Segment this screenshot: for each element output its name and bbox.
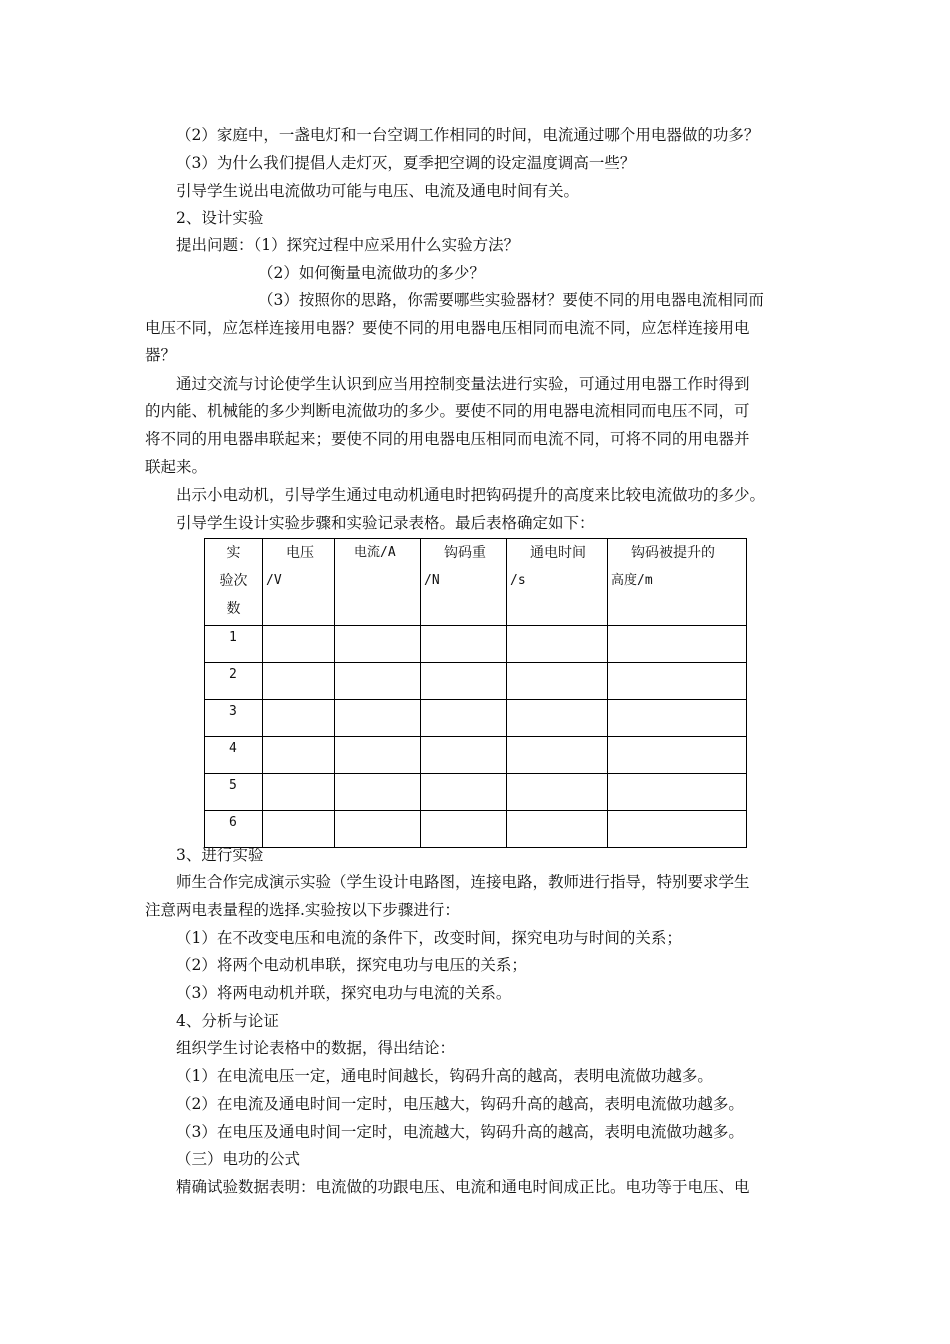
table-cell bbox=[263, 663, 335, 700]
table-cell bbox=[421, 663, 507, 700]
paragraph-line: 电压不同，应怎样连接用电器？要使不同的用电器电压相同而电流不同，应怎样连接用电 bbox=[145, 319, 750, 337]
paragraph-line: 联起来。 bbox=[145, 458, 208, 476]
paragraph-line: 注意两电表量程的选择.实验按以下步骤进行： bbox=[145, 901, 460, 919]
header-time: 通电时间 /s bbox=[507, 539, 608, 626]
paragraph-line: 出示小电动机，引导学生通过电动机通电时把钩码提升的高度来比较电流做功的多少。 bbox=[176, 486, 766, 504]
table-cell bbox=[421, 737, 507, 774]
conclusion-line: （2）在电流及通电时间一定时，电压越大，钩码升高的越高，表明电流做功越多。 bbox=[176, 1095, 744, 1113]
paragraph-line: 通过交流与讨论使学生认识到应当用控制变量法进行实验，可通过用电器工作时得到 bbox=[176, 375, 750, 393]
trial-number-cell: 5 bbox=[205, 774, 263, 811]
table-cell bbox=[507, 626, 608, 663]
trial-number-cell: 1 bbox=[205, 626, 263, 663]
header-height: 钩码被提升的 高度/m bbox=[608, 539, 747, 626]
step-line: （1）在不改变电压和电流的条件下，改变时间，探究电功与时间的关系； bbox=[176, 929, 682, 947]
table-cell bbox=[608, 774, 747, 811]
table-cell bbox=[421, 774, 507, 811]
section-heading: 2、设计实验 bbox=[176, 209, 264, 227]
table-cell bbox=[335, 700, 421, 737]
table-cell bbox=[608, 700, 747, 737]
paragraph-line: （3）按照你的思路，你需要哪些实验器材？要使不同的用电器电流相同而 bbox=[258, 291, 764, 309]
section-heading: 3、进行实验 bbox=[176, 846, 264, 864]
table-cell bbox=[263, 700, 335, 737]
table-cell bbox=[335, 663, 421, 700]
table-header-row bbox=[205, 539, 747, 626]
table-row bbox=[205, 737, 747, 774]
conclusion-line: （1）在电流电压一定，通电时间越长，钩码升高的越高，表明电流做功越多。 bbox=[176, 1067, 713, 1085]
step-line: （3）将两电动机并联，探究电功与电流的关系。 bbox=[176, 984, 512, 1002]
paragraph-line: 组织学生讨论表格中的数据，得出结论： bbox=[176, 1039, 456, 1057]
header-weight: 钩码重 /N bbox=[421, 539, 507, 626]
table-cell bbox=[507, 737, 608, 774]
table-cell bbox=[507, 700, 608, 737]
table-row bbox=[205, 811, 747, 848]
table-cell bbox=[335, 737, 421, 774]
table-cell bbox=[335, 774, 421, 811]
section-heading: （三）电功的公式 bbox=[176, 1150, 301, 1168]
table-cell bbox=[335, 811, 421, 848]
header-trial-count: 实 验次 数 bbox=[205, 539, 263, 626]
table-cell bbox=[421, 626, 507, 663]
table-cell bbox=[608, 737, 747, 774]
table-row bbox=[205, 700, 747, 737]
table-cell bbox=[507, 811, 608, 848]
paragraph-line: 精确试验数据表明：电流做的功跟电压、电流和通电时间成正比。电功等于电压、电 bbox=[176, 1178, 750, 1196]
paragraph-line: 提出问题：（1）探究过程中应采用什么实验方法？ bbox=[176, 236, 520, 254]
table-cell bbox=[608, 811, 747, 848]
trial-number-cell: 3 bbox=[205, 700, 263, 737]
header-current: 电流/A bbox=[335, 539, 421, 626]
paragraph-line: 的内能、机械能的多少判断电流做功的多少。要使不同的用电器电流相同而电压不同，可 bbox=[145, 402, 750, 420]
paragraph-line: 师生合作完成演示实验（学生设计电路图，连接电路，教师进行指导，特别要求学生 bbox=[176, 873, 750, 891]
section-heading: 4、分析与论证 bbox=[176, 1012, 279, 1030]
trial-number-cell: 4 bbox=[205, 737, 263, 774]
table-row bbox=[205, 774, 747, 811]
table-cell bbox=[263, 737, 335, 774]
experiment-record-table bbox=[204, 538, 747, 848]
table-cell bbox=[263, 774, 335, 811]
table-cell bbox=[608, 663, 747, 700]
question-2-line: （2）家庭中，一盏电灯和一台空调工作相同的时间，电流通过哪个用电器做的功多？ bbox=[176, 126, 760, 144]
trial-number-cell: 2 bbox=[205, 663, 263, 700]
table-row bbox=[205, 663, 747, 700]
paragraph-line: 器？ bbox=[145, 346, 177, 364]
trial-number-cell: 6 bbox=[205, 811, 263, 848]
table-row bbox=[205, 626, 747, 663]
table-cell bbox=[507, 774, 608, 811]
table-cell bbox=[421, 700, 507, 737]
question-3-line: （3）为什么我们提倡人走灯灭，夏季把空调的设定温度调高一些？ bbox=[176, 154, 636, 172]
table-cell bbox=[263, 811, 335, 848]
paragraph-line: 将不同的用电器串联起来；要使不同的用电器电压相同而电流不同，可将不同的用电器并 bbox=[145, 430, 750, 448]
paragraph-line: 引导学生说出电流做功可能与电压、电流及通电时间有关。 bbox=[176, 182, 580, 200]
conclusion-line: （3）在电压及通电时间一定时，电流越大，钩码升高的越高，表明电流做功越多。 bbox=[176, 1123, 744, 1141]
table-cell bbox=[507, 663, 608, 700]
table-cell bbox=[335, 626, 421, 663]
table-cell bbox=[608, 626, 747, 663]
paragraph-line: （2）如何衡量电流做功的多少？ bbox=[258, 264, 485, 282]
paragraph-line: 引导学生设计实验步骤和实验记录表格。最后表格确定如下： bbox=[176, 514, 595, 532]
table-cell bbox=[263, 626, 335, 663]
step-line: （2）将两个电动机串联，探究电功与电压的关系； bbox=[176, 956, 527, 974]
header-voltage: 电压 /V bbox=[263, 539, 335, 626]
table-cell bbox=[421, 811, 507, 848]
